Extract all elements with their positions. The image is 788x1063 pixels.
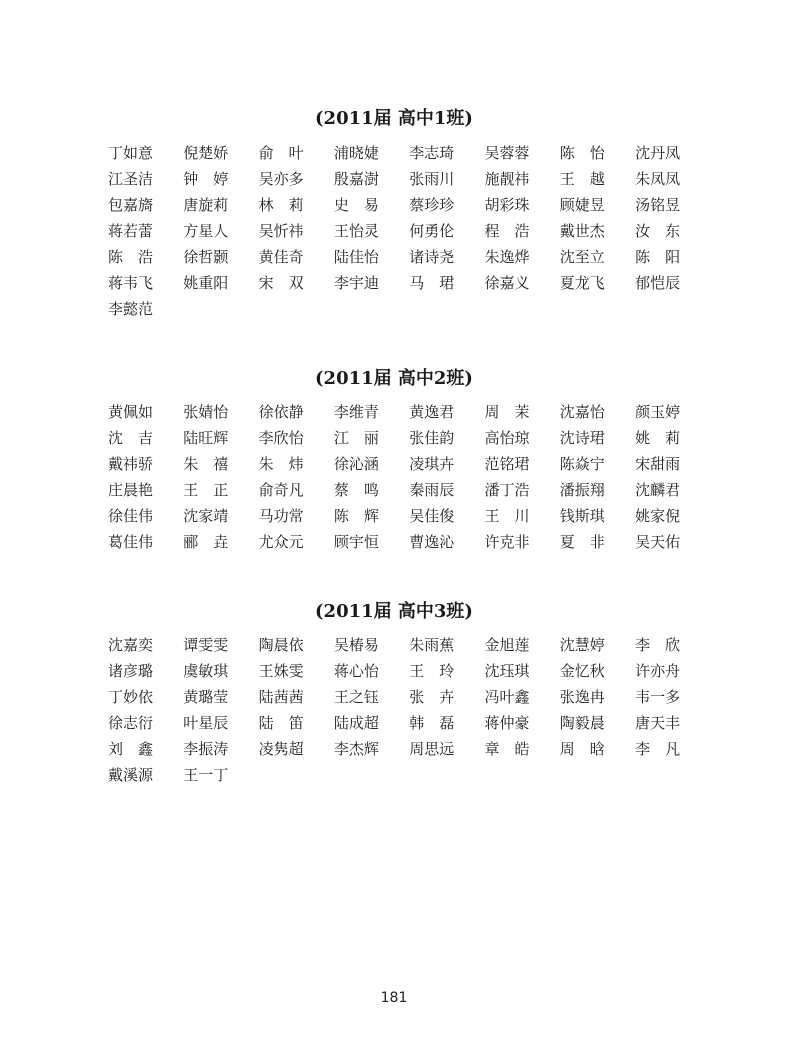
student-name: 沈麟君 bbox=[635, 481, 681, 499]
student-name: 蔡 鸣 bbox=[333, 481, 379, 499]
student-name: 王 正 bbox=[183, 481, 229, 499]
student-name: 沈家靖 bbox=[183, 507, 229, 525]
student-name: 徐佳伟 bbox=[108, 507, 154, 525]
page-number: 181 bbox=[380, 990, 408, 1006]
student-name: 朱逸烨 bbox=[484, 248, 530, 266]
student-name: 王 川 bbox=[484, 507, 530, 525]
student-name: 施靓祎 bbox=[484, 170, 530, 188]
student-name: 宋 双 bbox=[258, 274, 304, 292]
student-name: 李振涛 bbox=[183, 740, 229, 758]
student-name: 殷嘉澍 bbox=[333, 170, 379, 188]
student-name: 方星人 bbox=[183, 222, 229, 240]
student-name: 徐志衍 bbox=[108, 714, 154, 732]
section-heading: (2011届 高中3班) bbox=[315, 601, 473, 622]
student-name: 陆佳怡 bbox=[333, 248, 379, 266]
student-name: 李 凡 bbox=[635, 740, 681, 758]
student-name: 范铭珺 bbox=[484, 455, 530, 473]
student-name: 江 丽 bbox=[333, 429, 379, 447]
student-name: 许亦舟 bbox=[635, 662, 681, 680]
student-name: 张逸冉 bbox=[559, 688, 605, 706]
student-name: 李维青 bbox=[333, 403, 379, 421]
student-name: 陶毅晨 bbox=[559, 714, 605, 732]
student-name: 夏龙飞 bbox=[559, 274, 605, 292]
student-name: 包嘉旖 bbox=[108, 196, 154, 214]
student-name: 顾宇恒 bbox=[333, 533, 379, 551]
student-name: 陈 浩 bbox=[108, 248, 154, 266]
student-name: 韦一多 bbox=[635, 688, 681, 706]
student-name: 吴椿易 bbox=[333, 636, 379, 654]
student-name: 马功常 bbox=[258, 507, 304, 525]
student-name: 王之钰 bbox=[333, 688, 379, 706]
student-name: 曹逸沁 bbox=[409, 533, 455, 551]
student-name: 姚家倪 bbox=[635, 507, 681, 525]
student-name: 虞敏琪 bbox=[183, 662, 229, 680]
student-name: 顾婕昱 bbox=[559, 196, 605, 214]
student-name: 蒋心怡 bbox=[333, 662, 379, 680]
student-name: 汝 东 bbox=[635, 222, 681, 240]
student-name: 唐天丰 bbox=[635, 714, 681, 732]
student-name: 陆旺辉 bbox=[183, 429, 229, 447]
student-name: 尤众元 bbox=[258, 533, 304, 551]
student-name: 高怡琼 bbox=[484, 429, 530, 447]
student-name: 张雨川 bbox=[409, 170, 455, 188]
student-name: 吴蓉蓉 bbox=[484, 144, 530, 162]
student-name: 王怡灵 bbox=[333, 222, 379, 240]
student-name: 周思远 bbox=[409, 740, 455, 758]
student-name: 徐哲颢 bbox=[183, 248, 229, 266]
student-name: 蒋仲豪 bbox=[484, 714, 530, 732]
student-name: 冯叶鑫 bbox=[484, 688, 530, 706]
student-name: 钟 婷 bbox=[183, 170, 229, 188]
student-name: 马 珺 bbox=[409, 274, 455, 292]
student-name: 郦 垚 bbox=[183, 533, 229, 551]
student-name: 汤铭昱 bbox=[635, 196, 681, 214]
student-name: 沈嘉怡 bbox=[559, 403, 605, 421]
student-name: 刘 鑫 bbox=[108, 740, 154, 758]
student-name: 谭雯雯 bbox=[183, 636, 229, 654]
student-name: 沈嘉奕 bbox=[108, 636, 154, 654]
student-name: 吴天佑 bbox=[635, 533, 681, 551]
student-name: 戴世杰 bbox=[559, 222, 605, 240]
student-name: 潘丁浩 bbox=[484, 481, 530, 499]
student-name: 蔡珍珍 bbox=[409, 196, 455, 214]
student-name: 姚重阳 bbox=[183, 274, 229, 292]
student-name: 庄晨艳 bbox=[108, 481, 154, 499]
student-name: 凌琪卉 bbox=[409, 455, 455, 473]
student-name: 李 欣 bbox=[635, 636, 681, 654]
student-name: 章 皓 bbox=[484, 740, 530, 758]
student-name: 颜玉婷 bbox=[635, 403, 681, 421]
student-name: 蒋韦飞 bbox=[108, 274, 154, 292]
student-name: 丁如意 bbox=[108, 144, 154, 162]
student-name: 李杰辉 bbox=[333, 740, 379, 758]
student-name: 程 浩 bbox=[484, 222, 530, 240]
student-name: 蒋若蕾 bbox=[108, 222, 154, 240]
student-name: 沈慧婷 bbox=[559, 636, 605, 654]
student-name: 徐嘉义 bbox=[484, 274, 530, 292]
student-name: 潘振翔 bbox=[559, 481, 605, 499]
student-name: 秦雨辰 bbox=[409, 481, 455, 499]
student-name: 丁妙依 bbox=[108, 688, 154, 706]
student-name: 陈 辉 bbox=[333, 507, 379, 525]
student-name: 钱斯琪 bbox=[559, 507, 605, 525]
student-name: 朱凤凤 bbox=[635, 170, 681, 188]
student-name: 吴忻祎 bbox=[258, 222, 304, 240]
student-name: 沈丹凤 bbox=[635, 144, 681, 162]
student-name: 王姝雯 bbox=[258, 662, 304, 680]
student-name: 吴亦多 bbox=[258, 170, 304, 188]
student-name: 林 莉 bbox=[258, 196, 304, 214]
student-name: 李宇迪 bbox=[333, 274, 379, 292]
student-name: 朱雨蕉 bbox=[409, 636, 455, 654]
student-name: 郁恺辰 bbox=[635, 274, 681, 292]
student-name: 朱 炜 bbox=[258, 455, 304, 473]
student-name: 戴祎骄 bbox=[108, 455, 154, 473]
student-name: 张婧怡 bbox=[183, 403, 229, 421]
student-name: 李懿范 bbox=[108, 300, 154, 318]
student-name: 张 卉 bbox=[409, 688, 455, 706]
student-name: 陈焱宁 bbox=[559, 455, 605, 473]
student-name: 俞奇凡 bbox=[258, 481, 304, 499]
student-name: 戴溪源 bbox=[108, 766, 154, 784]
student-name: 陆 笛 bbox=[258, 714, 304, 732]
student-name: 唐旋莉 bbox=[183, 196, 229, 214]
student-name: 徐沁涵 bbox=[333, 455, 379, 473]
student-name: 黄佩如 bbox=[108, 403, 154, 421]
student-name: 吴佳俊 bbox=[409, 507, 455, 525]
student-name: 陈 阳 bbox=[635, 248, 681, 266]
student-name: 沈至立 bbox=[559, 248, 605, 266]
student-name: 徐依静 bbox=[258, 403, 304, 421]
student-name: 胡彩珠 bbox=[484, 196, 530, 214]
student-name: 韩 磊 bbox=[409, 714, 455, 732]
student-name: 史 易 bbox=[333, 196, 379, 214]
section-heading: (2011届 高中2班) bbox=[315, 368, 473, 389]
student-name: 俞 叶 bbox=[258, 144, 304, 162]
student-name: 陆茜茜 bbox=[258, 688, 304, 706]
student-name: 沈珏琪 bbox=[484, 662, 530, 680]
student-name: 金旭莲 bbox=[484, 636, 530, 654]
student-name: 夏 非 bbox=[559, 533, 605, 551]
student-name: 陈 怡 bbox=[559, 144, 605, 162]
student-name: 许克非 bbox=[484, 533, 530, 551]
student-name: 王 玲 bbox=[409, 662, 455, 680]
student-name: 何勇伦 bbox=[409, 222, 455, 240]
student-name: 诸彦璐 bbox=[108, 662, 154, 680]
student-name: 凌隽超 bbox=[258, 740, 304, 758]
student-name: 黄逸君 bbox=[409, 403, 455, 421]
student-name: 朱 禧 bbox=[183, 455, 229, 473]
student-name: 金忆秋 bbox=[559, 662, 605, 680]
student-name: 黄璐莹 bbox=[183, 688, 229, 706]
student-name: 王一丁 bbox=[183, 766, 229, 784]
student-name: 葛佳伟 bbox=[108, 533, 154, 551]
student-name: 沈 吉 bbox=[108, 429, 154, 447]
student-name: 陆成超 bbox=[333, 714, 379, 732]
student-name: 周 茉 bbox=[484, 403, 530, 421]
student-name: 王 越 bbox=[559, 170, 605, 188]
student-name: 诸诗尧 bbox=[409, 248, 455, 266]
student-name: 沈诗珺 bbox=[559, 429, 605, 447]
student-name: 宋甜雨 bbox=[635, 455, 681, 473]
student-name: 周 晗 bbox=[559, 740, 605, 758]
student-name: 叶星辰 bbox=[183, 714, 229, 732]
student-name: 浦晓婕 bbox=[333, 144, 379, 162]
student-name: 江圣洁 bbox=[108, 170, 154, 188]
student-name: 李志琦 bbox=[409, 144, 455, 162]
student-name: 黄佳奇 bbox=[258, 248, 304, 266]
section-heading: (2011届 高中1班) bbox=[315, 108, 473, 129]
student-name: 张佳韵 bbox=[409, 429, 455, 447]
student-name: 倪楚娇 bbox=[183, 144, 229, 162]
student-name: 李欣怡 bbox=[258, 429, 304, 447]
student-name: 陶晨依 bbox=[258, 636, 304, 654]
student-name: 姚 莉 bbox=[635, 429, 681, 447]
